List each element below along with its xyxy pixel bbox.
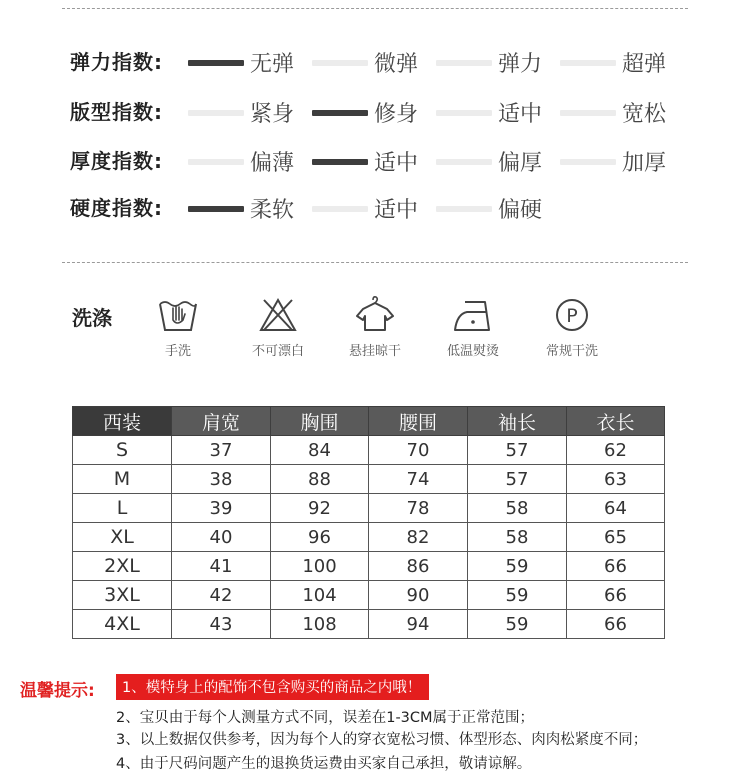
table-cell: 84	[271, 436, 369, 465]
wash-label: 手洗	[164, 344, 191, 359]
table-cell: 40	[172, 523, 271, 552]
tips-heading: 温馨提示:	[20, 681, 95, 701]
table-row	[73, 436, 665, 465]
table-cell: 86	[369, 552, 468, 581]
table-cell: 37	[172, 436, 271, 465]
indicator-bar	[560, 110, 616, 116]
attr-option	[436, 42, 559, 82]
table-cell: M	[73, 465, 172, 494]
table-cell: 92	[271, 494, 369, 523]
table-cell: 58	[468, 494, 567, 523]
tip-item: 2、宝贝由于每个人测量方式不同，误差在1-3CM属于正常范围；	[116, 710, 535, 726]
indicator-bar	[312, 206, 368, 212]
table-cell: XL	[73, 523, 172, 552]
indicator-bar	[560, 159, 616, 165]
attr-option	[312, 188, 435, 228]
indicator-bar	[188, 60, 244, 66]
table-cell: 94	[369, 610, 468, 639]
attr-option	[312, 141, 435, 181]
table-header: 腰围	[369, 407, 468, 436]
table-cell: 66	[567, 581, 665, 610]
no-bleach-icon	[256, 294, 300, 334]
table-cell: 96	[271, 523, 369, 552]
tip-item: 4、由于尺码问题产生的退换货运费由买家自己承担，敬请谅解。	[116, 756, 532, 772]
table-cell: 100	[271, 552, 369, 581]
table-cell: 3XL	[73, 581, 172, 610]
table-cell: 58	[468, 523, 567, 552]
table-row	[73, 523, 665, 552]
middle-divider	[62, 262, 688, 263]
wash-label: 悬挂晾干	[348, 344, 401, 359]
table-cell: 62	[567, 436, 665, 465]
table-cell: 41	[172, 552, 271, 581]
attr-option-label: 适中	[498, 102, 543, 127]
attr-option	[188, 141, 311, 181]
attr-option-label: 修身	[374, 102, 419, 127]
table-cell: 57	[468, 465, 567, 494]
attr-option	[312, 92, 435, 132]
attr-label: 硬度指数:	[70, 196, 163, 220]
indicator-bar	[312, 110, 368, 116]
table-cell: 59	[468, 552, 567, 581]
dry-clean-letter: P	[566, 305, 578, 327]
table-header-row	[73, 407, 665, 436]
table-cell: 108	[271, 610, 369, 639]
table-header: 肩宽	[172, 407, 271, 436]
table-row	[73, 465, 665, 494]
attr-row-fit	[70, 92, 710, 132]
indicator-bar	[560, 60, 616, 66]
table-cell: 82	[369, 523, 468, 552]
attr-option	[560, 92, 683, 132]
washing-title: 洗涤	[72, 306, 112, 330]
table-cell: 64	[567, 494, 665, 523]
indicator-bar	[312, 60, 368, 66]
table-cell: 65	[567, 523, 665, 552]
tip-highlight: 1、模特身上的配饰不包含购买的商品之内哦！	[116, 674, 429, 700]
wash-item-hang-dry	[330, 294, 420, 364]
table-cell: 59	[468, 581, 567, 610]
attr-option	[560, 42, 683, 82]
attr-option	[188, 92, 311, 132]
attr-option-label: 适中	[374, 198, 419, 223]
table-cell: 78	[369, 494, 468, 523]
table-cell: L	[73, 494, 172, 523]
attr-label: 版型指数:	[70, 100, 163, 124]
wash-item-low-iron	[428, 294, 518, 364]
table-cell: 66	[567, 610, 665, 639]
wash-label: 常规干洗	[545, 344, 598, 359]
table-cell: 43	[172, 610, 271, 639]
table-cell: S	[73, 436, 172, 465]
indicator-bar	[188, 159, 244, 165]
attr-option	[436, 188, 559, 228]
top-divider	[62, 8, 688, 9]
attr-row-thickness	[70, 141, 710, 181]
table-row	[73, 494, 665, 523]
table-cell: 104	[271, 581, 369, 610]
hand-wash-icon	[156, 294, 200, 334]
table-header: 胸围	[271, 407, 369, 436]
size-table	[72, 406, 665, 639]
table-cell: 70	[369, 436, 468, 465]
table-cell: 2XL	[73, 552, 172, 581]
table-cell: 59	[468, 610, 567, 639]
table-cell: 90	[369, 581, 468, 610]
attr-option-label: 紧身	[250, 102, 295, 127]
attr-option-label: 宽松	[622, 102, 667, 127]
table-cell: 66	[567, 552, 665, 581]
indicator-bar	[188, 206, 244, 212]
attr-label: 厚度指数:	[70, 149, 163, 173]
attr-row-elasticity	[70, 42, 710, 82]
indicator-bar	[436, 60, 492, 66]
hang-dry-icon	[353, 294, 397, 334]
attr-option-label: 偏薄	[250, 151, 295, 176]
wash-item-dry-clean	[527, 294, 617, 364]
tip-item: 3、以上数据仅供参考，因为每个人的穿衣宽松习惯、体型形态、肉肉松紧度不同；	[116, 732, 648, 748]
table-row	[73, 581, 665, 610]
attr-option-label: 适中	[374, 151, 419, 176]
wash-item-no-bleach	[233, 294, 323, 364]
wash-label: 低温熨烫	[446, 344, 499, 359]
attr-option-label: 偏硬	[498, 198, 543, 223]
attr-option	[188, 42, 311, 82]
table-cell: 63	[567, 465, 665, 494]
table-cell: 4XL	[73, 610, 172, 639]
table-header: 衣长	[567, 407, 665, 436]
attr-option-label: 偏厚	[498, 151, 543, 176]
table-cell: 39	[172, 494, 271, 523]
indicator-bar	[312, 159, 368, 165]
attr-option-label: 加厚	[622, 151, 667, 176]
low-iron-icon	[451, 294, 495, 334]
indicator-bar	[436, 159, 492, 165]
table-row	[73, 552, 665, 581]
indicator-bar	[436, 110, 492, 116]
attr-option-label: 微弹	[374, 52, 419, 77]
attr-option	[436, 92, 559, 132]
wash-item-hand-wash	[133, 294, 223, 364]
table-cell: 74	[369, 465, 468, 494]
attr-option-label: 柔软	[250, 198, 295, 223]
wash-label: 不可漂白	[251, 344, 304, 359]
attr-label: 弹力指数:	[70, 50, 163, 74]
attr-option	[436, 141, 559, 181]
attr-option	[188, 188, 311, 228]
table-cell: 57	[468, 436, 567, 465]
indicator-bar	[436, 206, 492, 212]
table-cell: 88	[271, 465, 369, 494]
table-cell: 42	[172, 581, 271, 610]
attr-option	[312, 42, 435, 82]
dry-clean-p-icon	[550, 294, 594, 334]
attr-option-label: 超弹	[622, 52, 667, 77]
table-row	[73, 610, 665, 639]
table-header: 西装	[73, 407, 172, 436]
attr-row-hardness	[70, 188, 710, 228]
indicator-bar	[188, 110, 244, 116]
attr-option-label: 弹力	[498, 52, 543, 77]
table-cell: 38	[172, 465, 271, 494]
attr-option-label: 无弹	[250, 52, 295, 77]
table-header: 袖长	[468, 407, 567, 436]
attr-option	[560, 141, 683, 181]
